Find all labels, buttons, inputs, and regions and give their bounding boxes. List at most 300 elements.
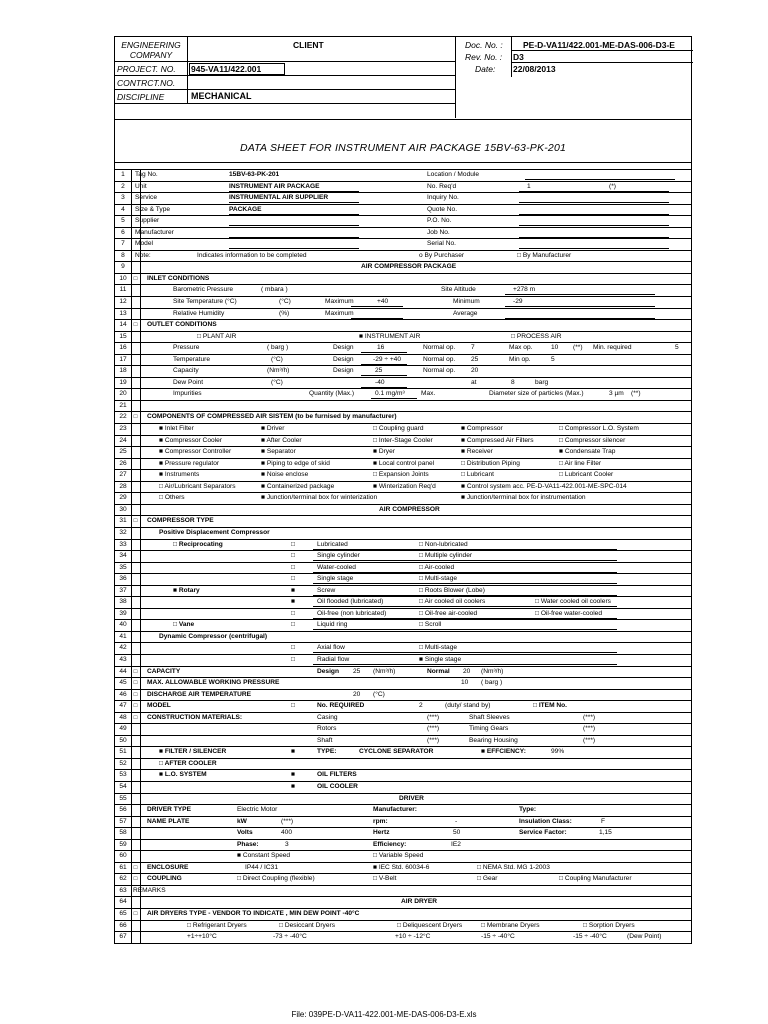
table-row xyxy=(115,632,691,644)
row-number: 20 xyxy=(115,389,132,400)
row-checkbox xyxy=(131,343,141,354)
table-row xyxy=(115,574,691,586)
row-cell: □ xyxy=(291,702,295,710)
row-number: 5 xyxy=(115,216,132,227)
row-cell: 10 xyxy=(461,679,469,687)
row-cell: ■ Inlet Filter xyxy=(159,425,194,433)
row-checkbox xyxy=(131,632,141,643)
doc-no-value: PE-D-VA11/422.001-ME-DAS-006-D3-E xyxy=(523,40,675,50)
row-cell: Hertz xyxy=(373,829,390,837)
row-cell: (%) xyxy=(279,309,290,317)
table-row xyxy=(115,667,691,679)
row-number: 33 xyxy=(115,540,132,551)
company-name: ENGINEERING COMPANY xyxy=(121,40,181,60)
row-cell: - xyxy=(455,817,458,825)
row-cell: ■ Condensate Trap xyxy=(559,448,616,456)
row-number: 29 xyxy=(115,493,132,504)
table-row xyxy=(115,193,691,205)
row-cell: Screw xyxy=(317,586,336,594)
row-cell: COMPONENTS OF COMPRESSED AIR SISTEM (to be furnised by manufacturer) xyxy=(147,413,397,421)
row-cell: □ Roots Blower (Lobe) xyxy=(419,586,485,594)
row-cell: Single stage xyxy=(317,575,354,583)
row-number: 15 xyxy=(115,332,132,343)
row-number: 31 xyxy=(115,516,132,527)
row-cell: MODEL xyxy=(147,702,171,710)
data-rows xyxy=(114,169,692,944)
row-cell: No. REQUIRED xyxy=(317,702,365,710)
row-cell: (***) xyxy=(583,736,596,744)
row-cell: ■ Piping to edge of skid xyxy=(261,459,330,467)
table-row xyxy=(115,817,691,829)
table-row xyxy=(115,447,691,459)
row-cell: □ Compressor L.O. System xyxy=(559,425,639,433)
row-cell: ■ Noise enclose xyxy=(261,471,309,479)
entry-underline xyxy=(519,205,669,215)
table-row xyxy=(115,736,691,748)
row-number: 8 xyxy=(115,251,132,262)
row-cell: Casing xyxy=(317,713,338,721)
row-cell: □ AFTER COOLER xyxy=(159,759,217,767)
row-cell: (***) xyxy=(427,736,440,744)
row-checkbox xyxy=(131,366,141,377)
row-number: 9 xyxy=(115,262,132,273)
row-cell: Serial No. xyxy=(427,240,456,248)
row-cell: Rotors xyxy=(317,725,337,733)
table-row xyxy=(115,874,691,886)
row-cell: AIR DRYERS TYPE - VENDOR TO INDICATE , MIN DEW POINT -40°C xyxy=(147,910,360,917)
row-cell: Barometric Pressure xyxy=(173,286,234,294)
row-number: 48 xyxy=(115,713,132,724)
row-checkbox xyxy=(131,447,141,458)
row-checkbox xyxy=(131,459,141,470)
table-row xyxy=(115,297,691,309)
row-cell: (Nm³/h) xyxy=(373,667,396,675)
entry-underline xyxy=(519,228,669,238)
row-cell: Min op. xyxy=(509,355,531,363)
row-number: 6 xyxy=(115,228,132,239)
row-number: 16 xyxy=(115,343,132,354)
row-cell: ■ L.O. SYSTEM xyxy=(159,771,207,779)
row-cell: (**) xyxy=(631,390,641,398)
row-checkbox xyxy=(131,297,141,308)
discipline-value: MECHANICAL xyxy=(191,91,252,101)
table-row xyxy=(115,540,691,552)
row-checkbox xyxy=(131,736,141,747)
row-cell: Quantity (Max.) xyxy=(309,390,355,398)
row-cell: Dynamic Compressor (centrifugal) xyxy=(159,632,268,640)
row-number: 27 xyxy=(115,470,132,481)
row-cell: □ xyxy=(291,609,295,617)
row-checkbox xyxy=(131,563,141,574)
row-cell: kW xyxy=(237,817,247,825)
table-row xyxy=(115,597,691,609)
row-checkbox xyxy=(131,540,141,551)
entry-underline xyxy=(519,193,669,203)
row-cell: Average xyxy=(453,309,478,317)
row-number: 23 xyxy=(115,424,132,435)
row-number: 22 xyxy=(115,412,132,423)
row-checkbox xyxy=(131,551,141,562)
row-cell: □ Coupling Manufacturer xyxy=(559,875,632,883)
row-cell: ( mbara ) xyxy=(261,286,288,294)
row-cell: ■ Compressor Controller xyxy=(159,448,232,456)
row-cell: 99% xyxy=(551,748,565,756)
row-checkbox xyxy=(131,493,141,504)
row-number: 65 xyxy=(115,909,132,920)
row-number: 17 xyxy=(115,355,132,366)
row-number: 50 xyxy=(115,736,132,747)
table-row xyxy=(115,285,691,297)
row-cell: □ xyxy=(291,552,295,560)
row-cell: 50 xyxy=(453,829,461,837)
row-cell: Quote No. xyxy=(427,205,458,213)
table-row xyxy=(115,389,691,401)
row-cell: □ xyxy=(291,655,295,663)
table-row xyxy=(115,516,691,528)
row-number: 13 xyxy=(115,309,132,320)
table-row xyxy=(115,828,691,840)
row-number: 42 xyxy=(115,643,132,654)
row-checkbox xyxy=(131,378,141,389)
row-number: 59 xyxy=(115,840,132,851)
row-cell: CONSTRUCTION MATERIALS: xyxy=(147,713,243,721)
row-number: 54 xyxy=(115,782,132,793)
table-row xyxy=(115,655,691,667)
row-cell: □ Refrigerant Dryers xyxy=(187,921,247,929)
row-cell: 20 xyxy=(463,667,471,675)
row-checkbox: □ xyxy=(131,678,141,689)
row-cell: INLET CONDITIONS xyxy=(147,274,210,282)
row-cell: +1÷+10°C xyxy=(187,933,217,941)
row-cell: DISCHARGE AIR TEMPERATURE xyxy=(147,690,252,698)
row-cell: □ Air-cooled xyxy=(419,563,455,571)
row-number: 67 xyxy=(115,932,132,943)
row-cell: □ Expansion Joints xyxy=(373,471,429,479)
row-cell: INSTRUMENTAL AIR SUPPLIER xyxy=(229,194,329,202)
row-cell: Manufacturer xyxy=(135,228,174,236)
row-number: 14 xyxy=(115,320,132,331)
row-number: 47 xyxy=(115,701,132,712)
row-number: 66 xyxy=(115,921,132,932)
row-cell: Normal xyxy=(427,667,450,675)
row-cell: Min. required xyxy=(593,344,632,352)
row-cell: Phase: xyxy=(237,840,259,848)
row-cell: □ Air line Filter xyxy=(559,459,602,467)
row-cell: Relative Humidity xyxy=(173,309,225,317)
row-cell: 10 xyxy=(551,344,559,352)
row-number: 39 xyxy=(115,609,132,620)
row-cell: ■ Junction/terminal box for winterization xyxy=(261,494,378,502)
row-cell: IP44 / IC31 xyxy=(245,863,278,871)
row-cell: □ ITEM No. xyxy=(533,702,568,710)
row-checkbox xyxy=(131,932,141,943)
row-cell: □ PROCESS AIR xyxy=(511,332,562,340)
row-cell: Pressure xyxy=(173,344,200,352)
row-cell: -15 ÷ -40°C xyxy=(481,933,515,941)
row-cell: -15 ÷ -40°C xyxy=(573,933,607,941)
table-row xyxy=(115,239,691,251)
row-cell: CYCLONE SEPARATOR xyxy=(359,748,434,756)
row-cell: □ Scroll xyxy=(419,621,442,629)
entry-underline xyxy=(519,182,669,192)
table-row xyxy=(115,262,691,274)
table-row xyxy=(115,436,691,448)
row-cell: Design xyxy=(333,344,354,352)
row-cell: Diameter size of particles (Max.) xyxy=(489,390,584,398)
row-number: 32 xyxy=(115,528,132,539)
row-cell: ■ Rotary xyxy=(173,586,200,594)
row-cell: □ Coupling guard xyxy=(373,425,424,433)
row-checkbox xyxy=(131,574,141,585)
table-row xyxy=(115,586,691,598)
row-cell: ■ Instruments xyxy=(159,471,200,479)
row-checkbox: □ xyxy=(131,412,141,423)
row-checkbox xyxy=(131,817,141,828)
date-label: Date: xyxy=(475,64,496,74)
row-cell: Capacity xyxy=(173,367,199,375)
entry-underline xyxy=(313,563,617,573)
row-cell: Bearing Housing xyxy=(469,736,518,744)
row-cell: Shaft Sleeves xyxy=(469,713,510,721)
row-cell: P.O. No. xyxy=(427,217,452,225)
row-cell: □ NEMA Std. MG 1-2003 xyxy=(477,863,550,871)
row-cell: CAPACITY xyxy=(147,667,181,675)
table-row xyxy=(115,332,691,344)
row-checkbox xyxy=(131,262,141,273)
table-row xyxy=(115,216,691,228)
table-row xyxy=(115,170,691,182)
row-cell: Design xyxy=(333,355,354,363)
project-value: 945-VA11/422.001 xyxy=(191,64,262,74)
row-cell: No. Req'd xyxy=(427,182,457,190)
row-checkbox: □ xyxy=(131,909,141,920)
row-cell: □ Multi-stage xyxy=(419,575,458,583)
row-cell: barg xyxy=(535,378,549,386)
row-checkbox: □ xyxy=(131,701,141,712)
row-cell: Minimum xyxy=(453,298,480,306)
table-row xyxy=(115,505,691,517)
row-checkbox: □ xyxy=(131,667,141,678)
row-cell: (Nm³/h) xyxy=(267,367,290,375)
row-cell: Timing Gears xyxy=(469,725,509,733)
row-cell: Service xyxy=(135,194,157,202)
row-number: 1 xyxy=(115,170,132,181)
row-cell: Water-cooled xyxy=(317,563,356,571)
row-cell: COUPLING xyxy=(147,875,182,883)
row-number: 55 xyxy=(115,794,132,805)
row-cell: □ Non-lubricated xyxy=(419,540,468,548)
row-number: 36 xyxy=(115,574,132,585)
row-checkbox xyxy=(131,597,141,608)
table-row xyxy=(115,343,691,355)
table-row xyxy=(115,921,691,933)
entry-underline xyxy=(351,309,403,319)
row-cell: □ Oil-free air-cooled xyxy=(419,609,478,617)
row-cell: TYPE: xyxy=(317,748,337,756)
row-cell: MAX. ALLOWABLE WORKING PRESSURE xyxy=(147,679,280,687)
entry-underline xyxy=(519,216,669,226)
row-cell: □ Water cooled oil coolers xyxy=(535,598,611,606)
row-cell: □ Gear xyxy=(477,875,498,883)
row-number: 7 xyxy=(115,239,132,250)
row-cell: 25 xyxy=(375,367,383,375)
row-checkbox xyxy=(131,851,141,862)
row-cell: (***) xyxy=(427,725,440,733)
row-cell: Positive Displacement Compressor xyxy=(159,528,270,536)
row-number: 63 xyxy=(115,886,132,897)
row-cell: Impurities xyxy=(173,390,202,398)
row-number: 64 xyxy=(115,897,132,908)
row-number: 30 xyxy=(115,505,132,516)
row-cell: ■ Constant Speed xyxy=(237,852,291,860)
row-cell: □ xyxy=(291,563,295,571)
entry-underline xyxy=(313,574,617,584)
table-row xyxy=(115,713,691,725)
row-cell: Supplier xyxy=(135,217,160,225)
row-cell: Max op. xyxy=(509,344,533,352)
data-sheet xyxy=(114,36,692,944)
row-cell: +278 m xyxy=(513,286,536,294)
row-cell: □ xyxy=(291,575,295,583)
row-cell: F xyxy=(601,817,606,825)
table-row xyxy=(115,886,691,898)
row-cell: Service Factor: xyxy=(519,829,567,837)
table-row xyxy=(115,424,691,436)
table-row xyxy=(115,701,691,713)
table-row xyxy=(115,794,691,806)
row-checkbox xyxy=(131,655,141,666)
row-number: 46 xyxy=(115,690,132,701)
entry-underline xyxy=(229,216,359,226)
row-cell: PACKAGE xyxy=(229,205,262,213)
row-cell: INSTRUMENT AIR PACKAGE xyxy=(229,182,320,190)
row-cell: Maximum xyxy=(325,298,354,306)
row-number: 28 xyxy=(115,482,132,493)
table-row xyxy=(115,932,691,944)
file-footer: File: 039PE-D-VA11-422.001-ME-DAS-006-D3-E.xls xyxy=(291,1010,477,1019)
row-cell: OUTLET CONDITIONS xyxy=(147,321,217,329)
row-number: 52 xyxy=(115,759,132,770)
row-cell: ■ INSTRUMENT AIR xyxy=(359,332,421,340)
row-number: 58 xyxy=(115,828,132,839)
row-cell: DRIVER TYPE xyxy=(147,806,191,814)
entry-underline xyxy=(505,309,655,319)
row-cell: 25 xyxy=(471,355,479,363)
table-row xyxy=(115,378,691,390)
row-checkbox: □ xyxy=(131,863,141,874)
row-cell: (***) xyxy=(583,713,596,721)
row-cell: (°C) xyxy=(373,690,385,698)
table-row xyxy=(115,309,691,321)
table-row xyxy=(115,609,691,621)
table-row xyxy=(115,528,691,540)
entry-underline xyxy=(229,239,359,249)
row-cell: 400 xyxy=(281,829,293,837)
row-checkbox xyxy=(131,782,141,793)
row-checkbox xyxy=(131,840,141,851)
row-checkbox xyxy=(131,747,141,758)
row-cell: NAME PLATE xyxy=(147,817,190,825)
row-cell: Radial flow xyxy=(317,655,350,663)
date-value: 22/08/2013 xyxy=(513,64,556,74)
row-cell: □ Distribution Piping xyxy=(461,459,520,467)
row-number: 24 xyxy=(115,436,132,447)
row-cell: o By Purchaser xyxy=(419,251,465,259)
row-cell: ■ Receiver xyxy=(461,448,493,456)
row-number: 35 xyxy=(115,563,132,574)
row-cell: □ Air cooled oil coolers xyxy=(419,598,486,606)
row-number: 10 xyxy=(115,274,132,285)
table-row xyxy=(115,759,691,771)
entry-underline xyxy=(313,620,617,630)
row-checkbox xyxy=(131,643,141,654)
row-cell: □ Air/Lubricant Separators xyxy=(159,482,236,490)
table-row xyxy=(115,563,691,575)
row-cell: Oil-free (non lubricated) xyxy=(317,609,387,617)
row-number: 41 xyxy=(115,632,132,643)
row-cell: □ Oil-free water-cooled xyxy=(535,609,603,617)
row-checkbox xyxy=(131,921,141,932)
row-cell: (°C) xyxy=(279,298,291,306)
table-row xyxy=(115,643,691,655)
row-checkbox xyxy=(131,770,141,781)
table-row xyxy=(115,401,691,413)
table-row xyxy=(115,493,691,505)
row-number: 51 xyxy=(115,747,132,758)
row-cell: 0.1 mg/m³ xyxy=(375,390,405,398)
row-number: 21 xyxy=(115,401,132,412)
row-cell: ■ Compressor Cooler xyxy=(159,436,222,444)
row-cell: ■ Driver xyxy=(261,425,285,433)
row-cell: (**) xyxy=(573,344,583,352)
table-row xyxy=(115,459,691,471)
table-row xyxy=(115,840,691,852)
project-label: PROJECT. NO. xyxy=(117,64,176,74)
table-row xyxy=(115,747,691,759)
table-row xyxy=(115,690,691,702)
row-cell: □ Inter-Stage Cooler xyxy=(373,436,433,444)
row-cell: OIL FILTERS xyxy=(317,771,357,779)
row-checkbox xyxy=(131,805,141,816)
table-row xyxy=(115,355,691,367)
row-cell: (Nm³/h) xyxy=(481,667,504,675)
row-cell: 16 xyxy=(377,344,385,352)
entry-underline xyxy=(313,655,617,665)
row-cell: ■ Compressed Air Filters xyxy=(461,436,534,444)
row-cell: ■ Winterization Req'd xyxy=(373,482,436,490)
row-cell: rpm: xyxy=(373,817,388,825)
row-cell: ■ Junction/terminal box for instrumentation xyxy=(461,494,586,502)
row-cell: DRIVER xyxy=(399,794,424,802)
table-row xyxy=(115,366,691,378)
row-cell: Design xyxy=(317,667,339,675)
row-cell: Size & Type xyxy=(135,205,171,213)
row-number: 56 xyxy=(115,805,132,816)
row-cell: □ Deliquescent Dryers xyxy=(397,921,463,929)
row-cell: □ Desiccant Dryers xyxy=(279,921,336,929)
row-cell: 20 xyxy=(471,367,479,375)
row-cell: 5 xyxy=(551,355,555,363)
row-cell: □ Direct Coupling (flexible) xyxy=(237,875,315,883)
row-cell: Electric Motor xyxy=(237,806,278,814)
row-cell: ■ Single stage xyxy=(419,655,462,663)
entry-underline xyxy=(313,643,617,653)
row-cell: Location / Module xyxy=(427,171,480,178)
entry-underline xyxy=(519,239,669,249)
table-row xyxy=(115,851,691,863)
row-checkbox xyxy=(131,759,141,770)
entry-underline xyxy=(505,297,655,307)
